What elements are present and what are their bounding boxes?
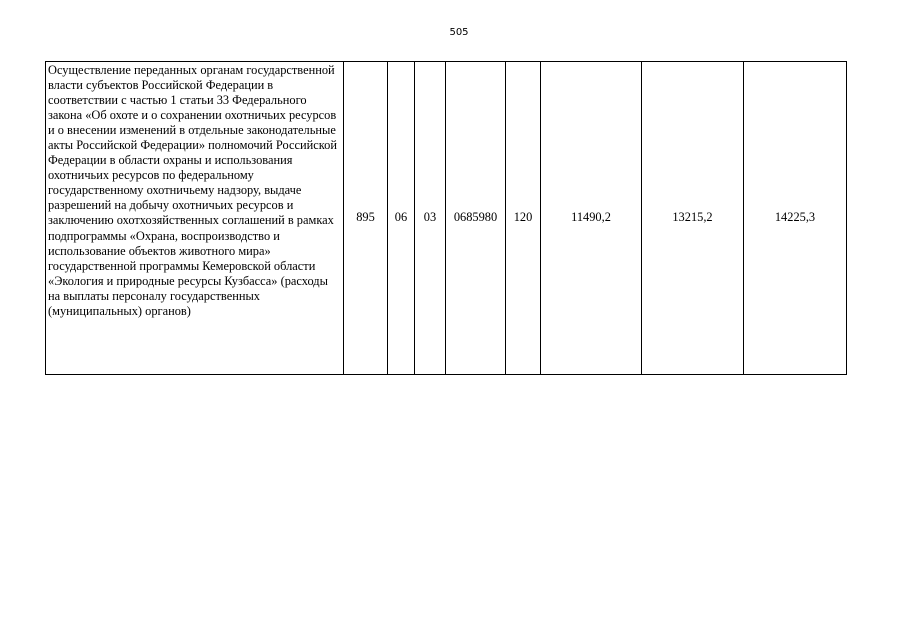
budget-table [45,61,847,375]
page-number: 505 [449,27,469,38]
amount-year-2-cell: 13215,2 [642,62,744,375]
subsection-code-cell: 03 [415,62,446,375]
ministry-code-cell: 895 [344,62,388,375]
section-code-cell: 06 [388,62,415,375]
target-article-cell: 0685980 [446,62,506,375]
amount-year-1-cell: 11490,2 [541,62,642,375]
amount-year-3-cell: 14225,3 [744,62,847,375]
expense-description-cell: Осуществление переданных органам государственной власти субъектов Российской Федерации в соответствии с частью 1 статьи 33 Федерального закона «Об охоте и о сохранении охотничьих ресурсов и о внесении изменений в отдельные законодательные акты Российской Федерации» полномочий Российской Федерации в области охраны и использования охотничьих ресурсов по федеральному государственному охотничьему надзору, выдаче разрешений на добычу охотничьих ресурсов и заключению охотхозяйственных соглашений в рамках подпрограммы «Охрана, воспроизводство и использование объектов животного мира» государственной программы Кемеровской области «Экология и природные ресурсы Кузбасса» (расходы на выплаты персоналу государственных (муниципальных) органов) [46,62,344,375]
expense-type-cell: 120 [506,62,541,375]
table-row [46,62,847,375]
